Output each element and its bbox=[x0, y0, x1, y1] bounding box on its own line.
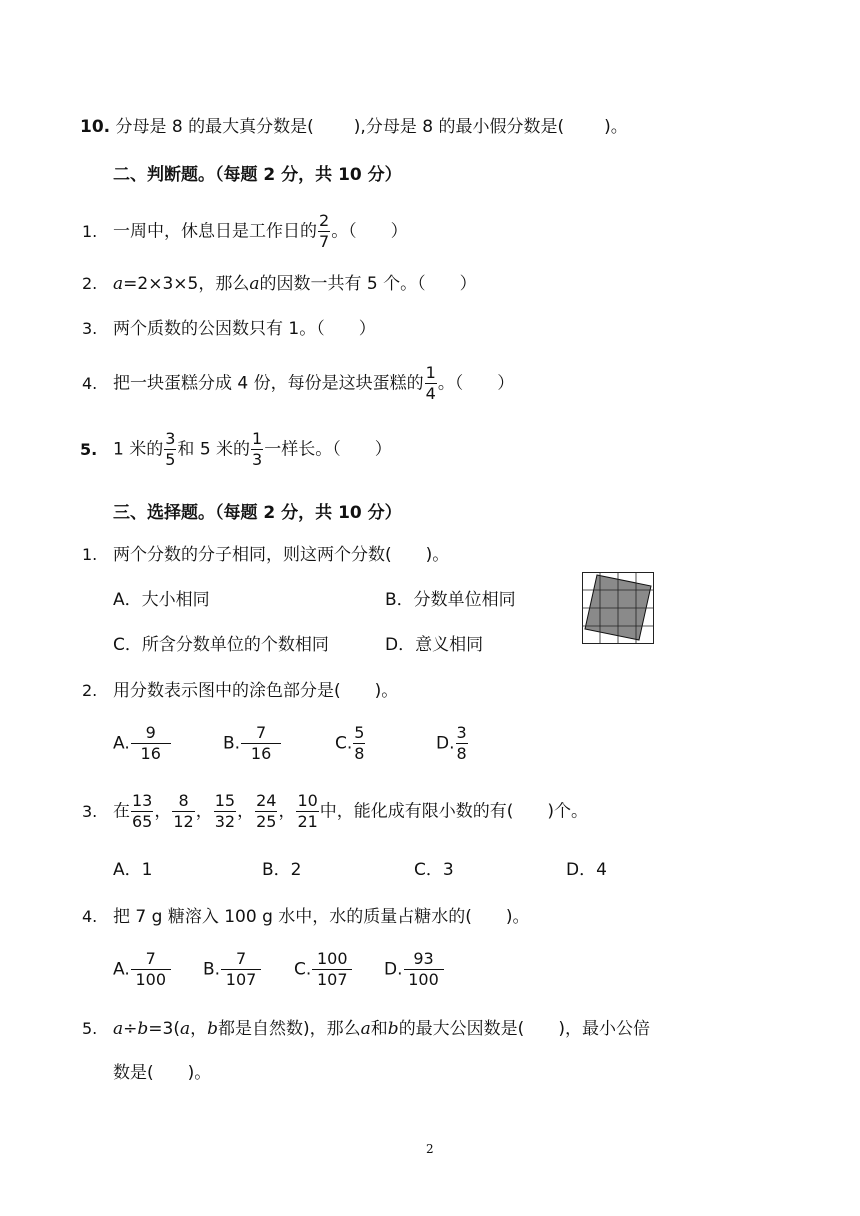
question-text: 一周中，休息日是工作日的 bbox=[113, 221, 317, 242]
choice-question-5-continued: 数是( )。 bbox=[113, 1063, 212, 1083]
fraction: $\frac{1}{3}$ bbox=[252, 429, 263, 469]
question-text: =2×3×5，那么 bbox=[123, 274, 250, 294]
question-text: 一样长。（ ） bbox=[264, 439, 392, 460]
question-number: 1. bbox=[82, 545, 98, 564]
question-text: 和 5 米的 bbox=[177, 439, 251, 460]
question-number: 3. bbox=[82, 801, 98, 821]
question-number: 4. bbox=[82, 373, 98, 393]
variable-a: a bbox=[113, 274, 124, 294]
option-b: B．分数单位相同 bbox=[385, 590, 516, 610]
question-text: 的因数一共有 5 个。（ ） bbox=[259, 274, 477, 294]
option-a: A. $\frac{9}{16}$ bbox=[113, 723, 172, 764]
question-text: 用分数表示图中的涂色部分是( )。 bbox=[113, 681, 399, 701]
option-d: D. $\frac{3}{8}$ bbox=[436, 723, 467, 763]
variable-a: a bbox=[249, 274, 260, 294]
fraction: $\frac{1}{4}$ bbox=[425, 363, 436, 403]
option-d: D. $\frac{93}{100}$ bbox=[384, 949, 445, 990]
question-number: 4. bbox=[82, 907, 98, 926]
question-text: ),分母是 8 的最小假分数是( bbox=[353, 117, 565, 137]
question-text: )。 bbox=[604, 117, 628, 137]
fraction: $\frac{15}{32}$ bbox=[214, 791, 236, 831]
option-c: C．3 bbox=[414, 860, 454, 880]
question-text: 在 bbox=[113, 801, 130, 822]
question-text: 分母是 8 的最大真分数是( bbox=[115, 117, 314, 137]
fraction: $\frac{10}{21}$ bbox=[297, 791, 318, 831]
question-text: 把一块蛋糕分成 4 份，每份是这块蛋糕的 bbox=[113, 373, 424, 394]
page-number: 2 bbox=[426, 1142, 434, 1156]
fraction: $\frac{3}{5}$ bbox=[165, 429, 176, 469]
question-number: 5. bbox=[82, 1019, 98, 1038]
fraction: $\frac{2}{7}$ bbox=[319, 211, 330, 251]
question-text: 1 米的 bbox=[113, 439, 164, 460]
question-10 bbox=[80, 115, 628, 139]
option-a: A．1 bbox=[113, 860, 153, 880]
section-title-judgement: 二、判断题。（每题 2 分，共 10 分） bbox=[113, 165, 402, 185]
fraction: $\frac{13}{65}$ bbox=[132, 791, 153, 831]
choice-question-1 bbox=[82, 543, 449, 567]
option-d: D．意义相同 bbox=[385, 635, 484, 655]
fraction: $\frac{8}{12}$ bbox=[173, 791, 194, 831]
option-a: A. $\frac{7}{100}$ bbox=[113, 949, 172, 990]
question-number: 1. bbox=[82, 221, 98, 241]
question-text: 中，能化成有限小数的有( )个。 bbox=[319, 801, 589, 822]
question-number: 2. bbox=[82, 274, 98, 293]
option-b: B. $\frac{7}{16}$ bbox=[223, 723, 282, 764]
choice-question-2 bbox=[82, 679, 398, 703]
option-b: B．2 bbox=[262, 860, 302, 880]
question-number: 3. bbox=[82, 319, 98, 338]
question-text: 两个分数的分子相同，则这两个分数( )。 bbox=[113, 545, 450, 565]
question-number: 2. bbox=[82, 681, 98, 700]
question-number: 5. bbox=[80, 439, 98, 459]
judge-question-4 bbox=[82, 363, 514, 404]
option-c: C．所含分数单位的个数相同 bbox=[113, 635, 329, 655]
judge-question-2 bbox=[82, 272, 477, 296]
choice-question-3: 3. 在 $\frac{13}{65}$ ， $\frac{8}{12}$ ， $\frac{15}{32}$ ， $\frac{24}{25}$ ， $\frac{10}{21}$ 中，能化成有限小数的有( )个。 bbox=[82, 791, 589, 831]
option-b: B. $\frac{7}{107}$ bbox=[203, 949, 262, 990]
option-d: D．4 bbox=[566, 860, 607, 880]
shaded-square-grid-figure bbox=[582, 572, 654, 644]
fraction: $\frac{24}{25}$ bbox=[256, 791, 277, 831]
question-tail: 。（ ） bbox=[331, 221, 408, 242]
section-title-choice: 三、选择题。（每题 2 分，共 10 分） bbox=[113, 503, 402, 523]
judge-question-1 bbox=[82, 211, 408, 252]
option-c: C. $\frac{5}{8}$ bbox=[335, 723, 365, 763]
question-text: 把 7 g 糖溶入 100 g 水中，水的质量占糖水的( )。 bbox=[113, 907, 530, 927]
question-tail: 。（ ） bbox=[437, 373, 515, 394]
option-c: C. $\frac{100}{107}$ bbox=[294, 949, 353, 990]
judge-question-3 bbox=[82, 317, 376, 341]
option-a: A．大小相同 bbox=[113, 590, 210, 610]
question-number: 10. bbox=[80, 117, 111, 137]
judge-question-5 bbox=[80, 429, 392, 470]
question-text: 两个质数的公因数只有 1。（ ） bbox=[113, 319, 376, 339]
choice-question-4 bbox=[82, 905, 530, 929]
choice-question-5: 5. a÷b=3(a，b都是自然数)，那么a和b的最大公因数是( )，最小公倍 bbox=[82, 1019, 650, 1039]
